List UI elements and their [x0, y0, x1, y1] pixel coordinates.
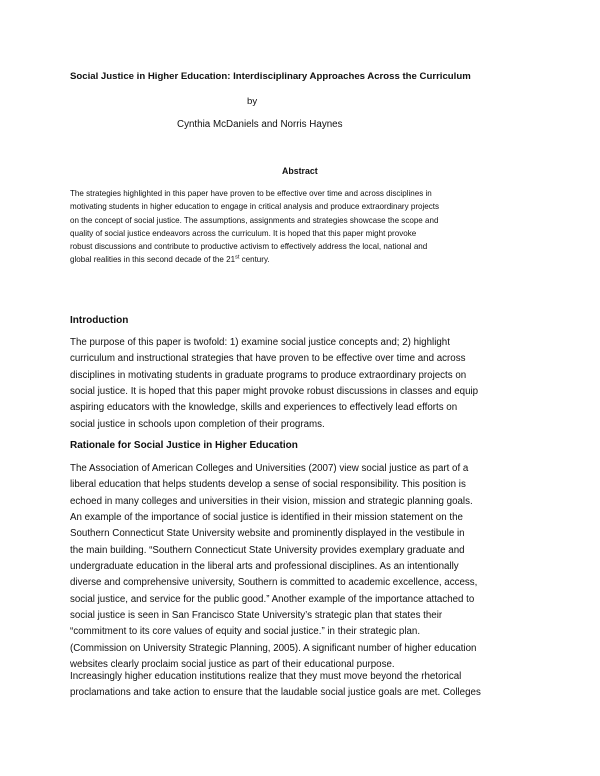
abstract-line: The strategies highlighted in this paper have proven to be effective over time and across disciplines in [70, 189, 432, 198]
paragraph-line: social justice. It is hoped that this paper might provoke robust discussions in classes and equip [70, 386, 479, 398]
abstract-line: robust discussions and contribute to productive activism to effectively address the local, national and [70, 242, 428, 252]
paragraph-line: curriculum and instructional strategies that have proven to be effective over time and across [70, 353, 466, 365]
paragraph-line: Southern Connecticut State University website and prominently displayed in the vestibule in [70, 528, 465, 540]
byline-by: by [247, 96, 258, 107]
paragraph-line: Increasingly higher education institutions realize that they must move beyond the rhetorical [70, 671, 462, 682]
paragraph-line: (Commission on University Strategic Planning, 2005). A significant number of higher education [70, 642, 477, 654]
paragraph-line: echoed in many colleges and universities in their vision, mission and strategic planning goals. [70, 495, 473, 507]
paragraph-line: An example of the importance of social justice is identified in their mission statement on the [70, 512, 463, 524]
abstract-line: quality of social justice endeavors across the curriculum. It is hoped that this paper might provoke [70, 228, 417, 238]
paragraph-line: aspiring educators with the knowledge, skills and experiences to effectively lead efforts on [70, 402, 458, 414]
paragraph-line: websites clearly proclaim social justice as part of their educational purpose. [70, 659, 395, 671]
paragraph-line: The purpose of this paper is twofold: 1) examine social justice concepts and; 2) highlight [70, 337, 450, 348]
paragraph-line: proclamations and take action to ensure that the laudable social justice goals are met. Colleges [70, 687, 481, 699]
abstract-last-line [70, 253, 530, 266]
paragraph-line: social justice is seen in San Francisco State University’s strategic plan that states their [70, 610, 443, 622]
paragraph-line: disciplines in motivating students in graduate programs to produce extraordinary projects on [70, 369, 467, 381]
rationale-paragraph [70, 461, 540, 673]
abstract-line: motivating students in higher education to engage in critical analysis and produce extraordinary projects [70, 202, 440, 212]
paragraph-line: the main building. “Southern Connecticut State University provides exemplary graduate and [70, 544, 465, 556]
ordinal-superscript: st [235, 254, 240, 261]
continuation-paragraph [70, 669, 540, 702]
abstract-heading: Abstract [282, 166, 318, 176]
introduction-paragraph [70, 335, 540, 433]
paragraph-line: The Association of American Colleges and Universities (2007) view social justice as part of a [70, 463, 469, 474]
abstract-line: on the concept of social justice. The assumptions, assignments and strategies showcase the scope and [70, 215, 439, 225]
paper-title: Social Justice in Higher Education: Interdisciplinary Approaches Across the Curriculum [70, 71, 471, 82]
abstract-last-line-end: century. [239, 255, 270, 265]
paragraph-line: social justice, and service for the public good.” Another example of the importance attached to [70, 593, 475, 605]
paragraph-line: “commitment to its core values of equity and social justice.” in their strategic plan. [70, 626, 421, 638]
paper-authors: Cynthia McDaniels and Norris Haynes [177, 119, 343, 130]
paragraph-line: undergraduate education in the liberal arts and professional disciplines. As an intentionally [70, 561, 459, 573]
paragraph-line: social justice in schools upon completion of their programs. [70, 418, 325, 430]
abstract-last-line-text: global realities in this second decade of the 21 [70, 255, 236, 265]
paragraph-line: diverse and comprehensive university, Southern is committed to academic excellence, access, [70, 577, 478, 589]
rationale-heading: Rationale for Social Justice in Higher Education [70, 440, 298, 451]
abstract-text [70, 187, 530, 267]
paragraph-line: liberal education that helps students develop a sense of social responsibility. This position is [70, 479, 466, 491]
introduction-heading: Introduction [70, 315, 129, 326]
